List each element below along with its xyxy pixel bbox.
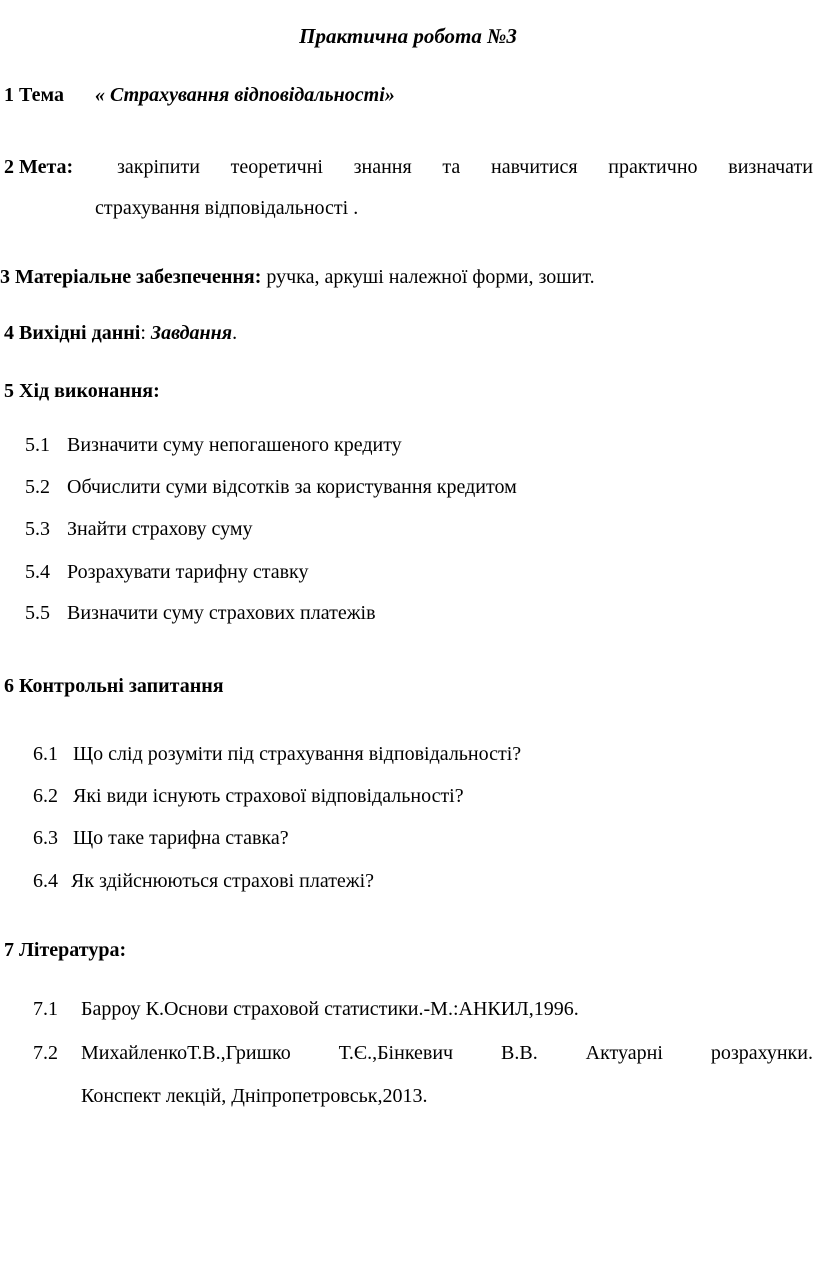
goal-label-line [4,155,73,179]
literature-word: Т.Є.,Бінкевич [338,1042,454,1064]
literature-word: розрахунки. [710,1042,813,1064]
item-number: 5.2 [25,476,50,498]
goal-text-line1 [117,155,813,179]
item-number: 6.1 [33,743,58,765]
item-number: 5.4 [25,561,50,583]
item-text: Барроу К.Основи страховой статистики.-М.:АНКИЛ,1996. [81,998,579,1020]
goal-word: теоретичні [230,156,323,178]
section-source-data [4,321,237,345]
item-number: 6.2 [33,785,58,807]
literature-item [33,997,579,1021]
goal-word: знання [353,156,412,178]
goal-word: навчитися [491,156,578,178]
questions-heading: 6 Контрольні запитання [4,675,224,697]
goal-word: та [442,156,461,178]
literature-word: Актуарні [585,1042,663,1064]
materials-text: ручка, аркуші належної форми, зошит. [261,266,595,288]
item-text: Як здійснюються страхові платежі? [71,870,375,892]
question-item [33,784,464,808]
question-item [33,869,374,893]
document-title: Практична робота №3 [299,24,517,48]
item-number: 7.1 [33,998,58,1020]
literature-item-line1 [81,1041,813,1065]
item-number: 6.4 [33,870,58,892]
topic-label: 1 Тема [4,84,64,106]
source-data-colon: : [140,322,151,344]
item-text: Визначити суму страхових платежів [67,602,376,624]
item-text: Обчислити суми відсотків за користування кредитом [67,476,517,498]
materials-label: 3 Матеріальне забезпечення: [0,266,262,288]
procedure-item [25,601,376,625]
goal-word: практично [608,156,698,178]
item-text: Знайти страхову суму [67,518,253,540]
procedure-heading: 5 Хід виконання: [4,380,160,402]
question-item [33,826,289,850]
goal-word: закріпити [117,156,200,178]
literature-word: МихайленкоТ.В.,Гришко [81,1042,291,1064]
question-item [33,742,521,766]
goal-text-line2: страхування відповідальності . [95,197,359,219]
procedure-item [25,560,308,584]
source-data-value: Завдання [150,322,233,344]
item-text: Що слід розуміти під страхування відповідальності? [73,743,522,765]
procedure-item [25,475,517,499]
literature-item-number: 7.2 [33,1042,58,1064]
procedure-item [25,517,253,541]
source-data-label: 4 Вихідні данні [4,322,141,344]
section-materials [0,265,595,289]
item-number: 5.5 [25,602,50,624]
item-text: Визначити суму непогашеного кредиту [67,434,402,456]
literature-heading: 7 Література: [4,939,127,961]
procedure-item [25,433,402,457]
section-topic [4,83,395,107]
item-number: 5.1 [25,434,50,456]
source-data-dot: . [232,322,238,344]
literature-item-line2: Конспект лекцій, Дніпропетровськ,2013. [81,1085,428,1107]
topic-value: « Страхування відповідальності» [94,84,395,106]
item-text: Що таке тарифна ставка? [73,827,289,849]
goal-word: визначати [728,156,813,178]
item-number: 5.3 [25,518,50,540]
item-text: Розрахувати тарифну ставку [67,561,309,583]
goal-label: 2 Мета: [4,156,74,178]
literature-word: В.В. [501,1042,538,1064]
item-number: 6.3 [33,827,58,849]
item-text: Які види існують страхової відповідальності? [73,785,464,807]
